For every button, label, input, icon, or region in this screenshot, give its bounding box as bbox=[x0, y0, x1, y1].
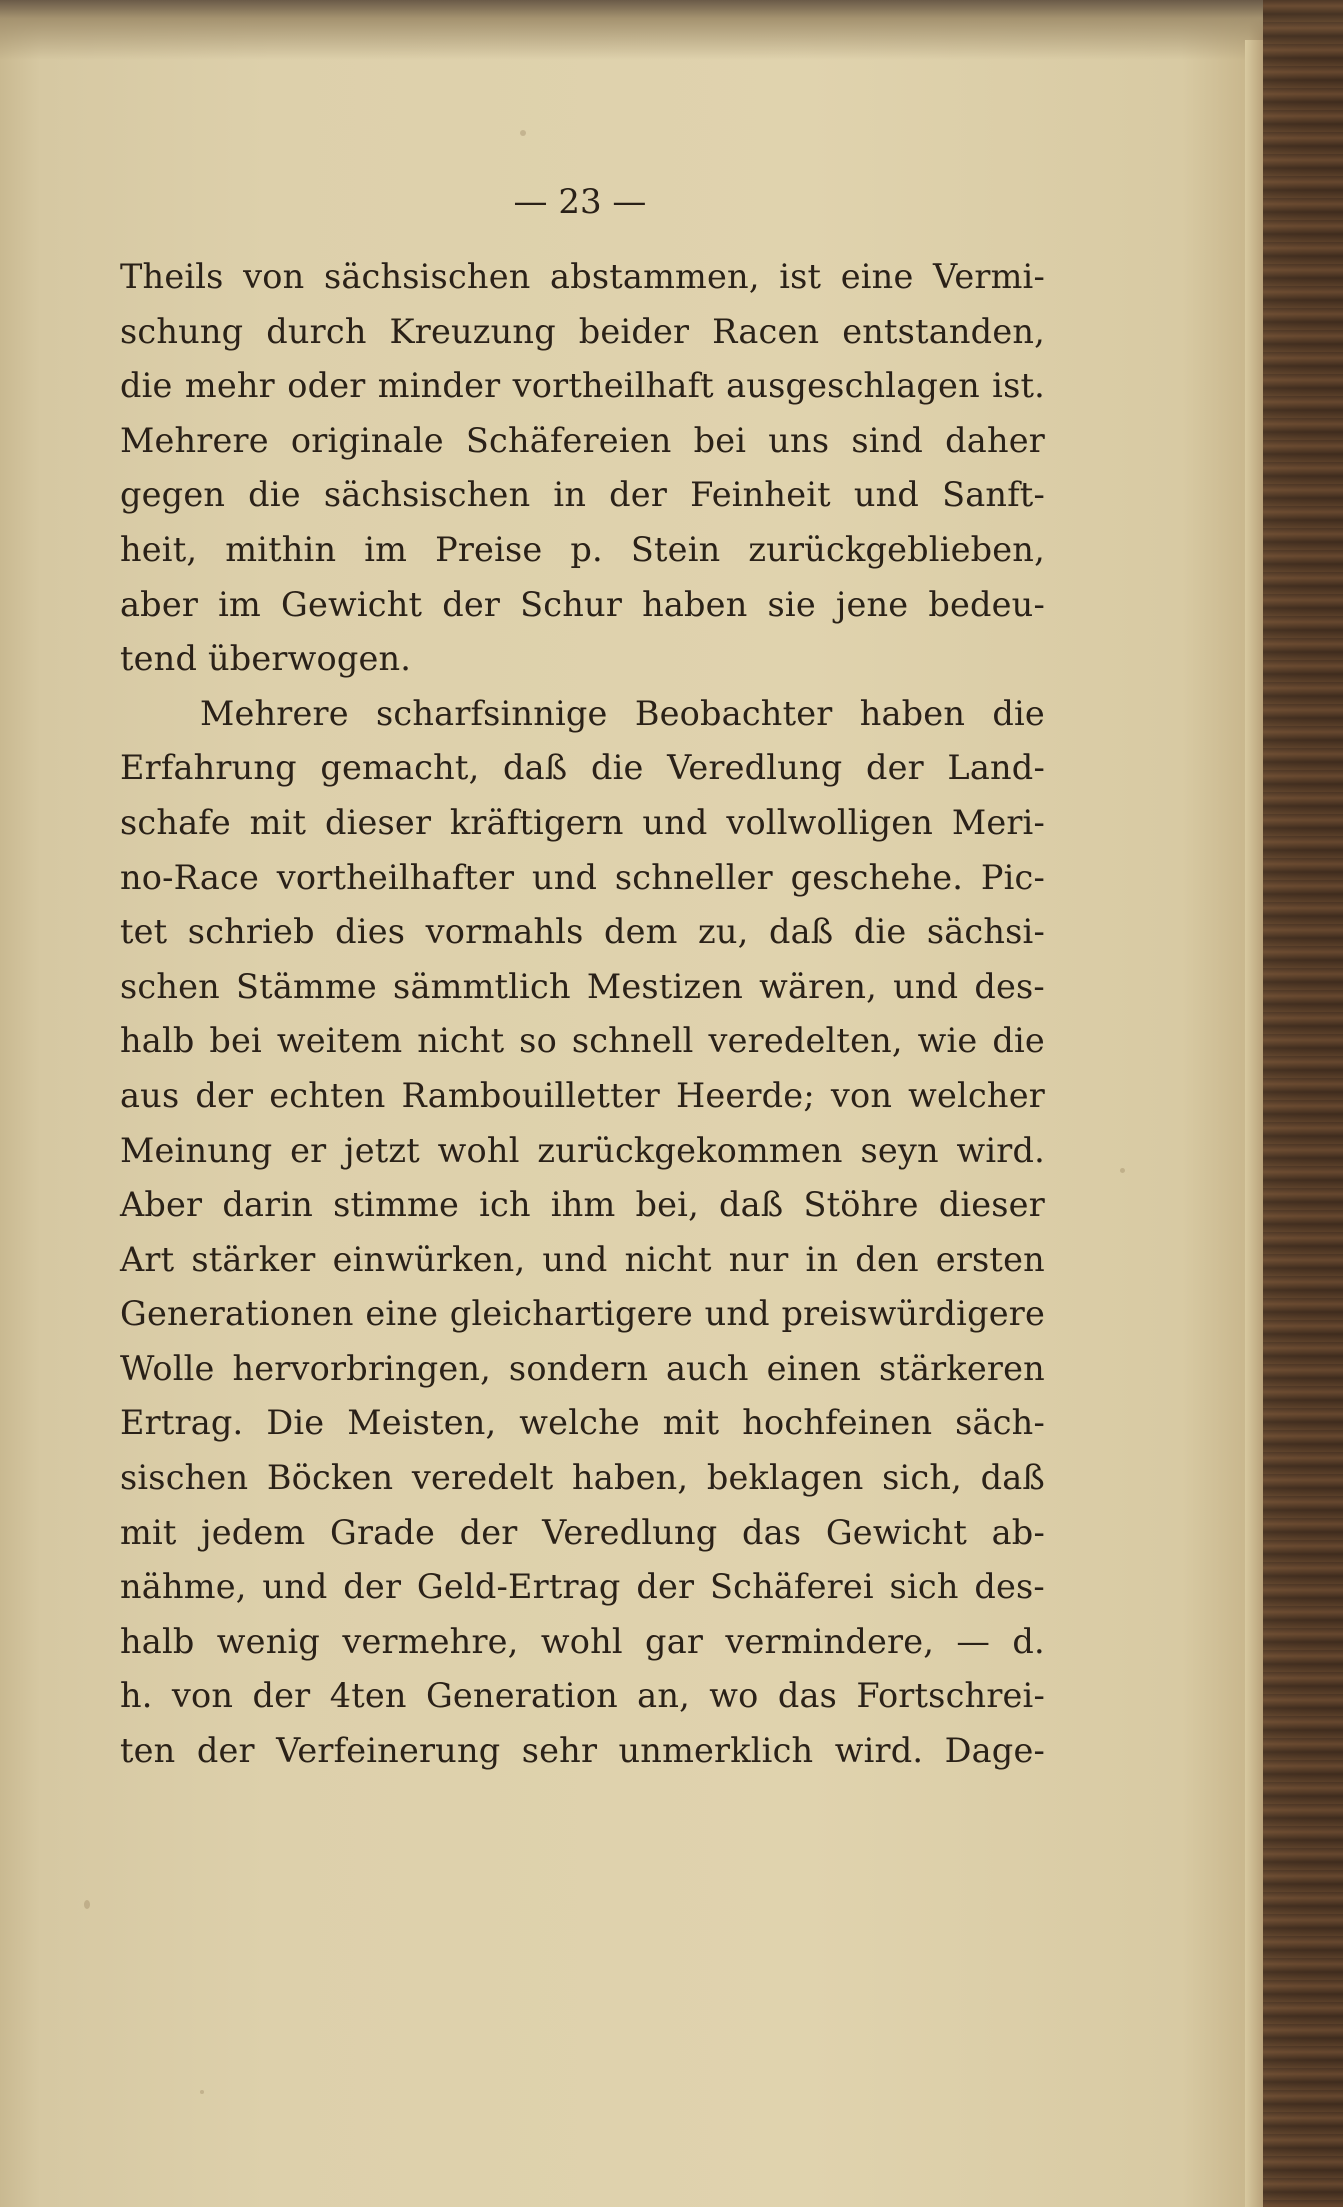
word: jetzt bbox=[344, 1130, 420, 1170]
word: die bbox=[248, 475, 301, 515]
text-line bbox=[120, 578, 1045, 633]
word: sich, bbox=[882, 1458, 963, 1498]
page-top-shadow bbox=[0, 0, 1343, 60]
word: sächsischen bbox=[323, 257, 531, 296]
word: minder bbox=[377, 366, 501, 406]
word: haben bbox=[642, 584, 748, 624]
text-line bbox=[120, 468, 1045, 523]
word: gemacht, bbox=[320, 748, 480, 788]
word: Schur bbox=[520, 584, 623, 624]
text-line bbox=[120, 1669, 1045, 1724]
word: daß bbox=[718, 1185, 784, 1225]
word: der bbox=[609, 475, 668, 515]
word: Generation bbox=[425, 1676, 618, 1716]
text-line bbox=[120, 1124, 1045, 1179]
word: säch- bbox=[955, 1403, 1045, 1443]
word: originale bbox=[290, 420, 444, 460]
word: einwürken, bbox=[332, 1239, 526, 1279]
word: abstammen, bbox=[550, 257, 760, 296]
word: der bbox=[459, 1512, 518, 1552]
word: Theils bbox=[120, 257, 224, 296]
word: bedeu- bbox=[928, 584, 1045, 624]
word: nur bbox=[728, 1239, 789, 1279]
word: vermindere, bbox=[725, 1621, 935, 1661]
word: und bbox=[704, 1294, 770, 1334]
word: 4ten bbox=[329, 1676, 407, 1716]
word: sächsischen bbox=[323, 475, 531, 515]
word: ersten bbox=[935, 1239, 1045, 1279]
word: Mestizen bbox=[586, 966, 744, 1006]
word: dieser bbox=[938, 1185, 1045, 1225]
word: wären, bbox=[759, 966, 878, 1006]
word: mit bbox=[662, 1403, 720, 1443]
word: dieser bbox=[324, 802, 432, 842]
paper-spot bbox=[200, 2090, 204, 2094]
word: vormahls bbox=[425, 912, 584, 952]
word: Fortschrei- bbox=[856, 1676, 1045, 1716]
word: aber bbox=[120, 584, 199, 624]
word: kräftigern bbox=[449, 802, 624, 842]
word: sondern bbox=[508, 1348, 649, 1388]
word: Mehrere bbox=[120, 420, 269, 460]
word: sich bbox=[889, 1567, 959, 1607]
word: dem bbox=[603, 912, 678, 952]
word: und bbox=[642, 802, 708, 842]
word: welcher bbox=[908, 1075, 1045, 1115]
word: zu, bbox=[698, 912, 749, 952]
text-line bbox=[120, 1178, 1045, 1233]
word: bei bbox=[693, 420, 747, 460]
word: die bbox=[853, 912, 907, 952]
word: Beobachter bbox=[634, 693, 833, 733]
word: bei bbox=[209, 1021, 262, 1061]
word: daß bbox=[768, 912, 834, 952]
text-line: tend überwogen. bbox=[120, 639, 412, 679]
word: Ertrag. bbox=[120, 1403, 244, 1443]
word: wenig bbox=[216, 1621, 321, 1661]
word: schung bbox=[120, 311, 244, 351]
word: und bbox=[893, 966, 959, 1006]
word: Meinung bbox=[120, 1130, 273, 1170]
word: wie bbox=[917, 1021, 978, 1061]
word: geschehe. bbox=[790, 857, 964, 897]
word: haben bbox=[859, 693, 966, 733]
text-line bbox=[120, 1451, 1045, 1506]
word: sie bbox=[767, 584, 816, 624]
word: gegen bbox=[120, 475, 226, 515]
word: ten bbox=[120, 1731, 176, 1771]
word: halb bbox=[120, 1021, 195, 1061]
word: veredelten, bbox=[708, 1021, 903, 1061]
text-line bbox=[120, 1014, 1045, 1069]
word: er bbox=[290, 1130, 327, 1170]
word: durch bbox=[266, 311, 367, 351]
word: der bbox=[195, 1075, 254, 1115]
text-line bbox=[120, 305, 1045, 360]
word: preiswürdigere bbox=[781, 1294, 1045, 1334]
word: Land- bbox=[947, 748, 1045, 788]
word: schen bbox=[120, 966, 220, 1006]
word: dies bbox=[335, 912, 406, 952]
word: in bbox=[553, 475, 587, 515]
word: oder bbox=[287, 366, 366, 406]
word: h. bbox=[120, 1676, 153, 1716]
word: schnell bbox=[571, 1021, 694, 1061]
word: Preise bbox=[435, 529, 543, 569]
word: so bbox=[519, 1021, 557, 1061]
word: p. bbox=[570, 529, 603, 569]
word: daher bbox=[945, 420, 1045, 460]
paper-spot bbox=[1120, 1168, 1125, 1173]
word: sind bbox=[851, 420, 924, 460]
word: daß bbox=[980, 1458, 1045, 1498]
word: Verfeinerung bbox=[276, 1731, 501, 1771]
word: Heerde; bbox=[675, 1075, 815, 1115]
word: Veredlung bbox=[667, 748, 843, 788]
word: gar bbox=[645, 1621, 704, 1661]
word: zurückgekommen bbox=[537, 1130, 843, 1170]
word: Veredlung bbox=[542, 1512, 718, 1552]
word: von bbox=[171, 1676, 234, 1716]
word: — bbox=[956, 1621, 991, 1661]
word: im bbox=[218, 584, 261, 624]
word: Wolle bbox=[120, 1348, 215, 1388]
word: Böcken bbox=[266, 1458, 394, 1498]
word: seyn bbox=[860, 1130, 939, 1170]
word: in bbox=[805, 1239, 839, 1279]
text-line bbox=[120, 1506, 1045, 1561]
word: Mehrere bbox=[200, 693, 349, 733]
text-line bbox=[120, 1342, 1045, 1397]
word: wohl bbox=[437, 1130, 520, 1170]
word: mithin bbox=[225, 529, 337, 569]
word: die bbox=[992, 693, 1045, 733]
text-line bbox=[120, 1724, 1045, 1779]
word: des- bbox=[974, 966, 1045, 1006]
word: der bbox=[442, 584, 501, 624]
text-line bbox=[120, 1287, 1045, 1342]
word: halb bbox=[120, 1621, 195, 1661]
word: hervorbringen, bbox=[232, 1348, 492, 1388]
word: Generationen bbox=[120, 1294, 354, 1334]
word: Kreuzung bbox=[389, 311, 556, 351]
word: uns bbox=[768, 420, 830, 460]
text-line bbox=[120, 1069, 1045, 1124]
word: daß bbox=[502, 748, 568, 788]
text-line bbox=[120, 1396, 1045, 1451]
word: entstanden, bbox=[842, 311, 1045, 351]
book-binding bbox=[1263, 0, 1343, 2207]
word: der bbox=[196, 1731, 255, 1771]
text-line bbox=[120, 741, 1045, 796]
text-line bbox=[120, 1560, 1045, 1615]
word: ausgeschlagen bbox=[726, 366, 980, 406]
word: Rambouilletter bbox=[401, 1075, 660, 1115]
word: an, bbox=[637, 1676, 690, 1716]
word: der bbox=[343, 1567, 402, 1607]
word: Art bbox=[120, 1239, 175, 1279]
word: schneller bbox=[614, 857, 773, 897]
word: und bbox=[531, 857, 598, 897]
word: Gewicht bbox=[281, 584, 423, 624]
paper-spot bbox=[520, 130, 526, 136]
word: nicht bbox=[624, 1239, 712, 1279]
word: welche bbox=[519, 1403, 640, 1443]
word: aus bbox=[120, 1075, 180, 1115]
text-line bbox=[120, 359, 1045, 414]
word: zurückgeblieben, bbox=[748, 529, 1045, 569]
word: hochfeinen bbox=[742, 1403, 933, 1443]
word: ist. bbox=[992, 366, 1045, 406]
text-line bbox=[120, 796, 1045, 851]
word: weitem bbox=[276, 1021, 403, 1061]
word: wo bbox=[709, 1676, 759, 1716]
word: die bbox=[992, 1021, 1045, 1061]
word: das bbox=[742, 1512, 802, 1552]
word: von bbox=[243, 257, 305, 296]
word: scharfsinnige bbox=[376, 693, 608, 733]
word: unmerklich bbox=[618, 1731, 814, 1771]
word: Schäfereien bbox=[465, 420, 672, 460]
word: die bbox=[120, 366, 173, 406]
body-text bbox=[120, 250, 1045, 1779]
word: mit bbox=[120, 1512, 177, 1552]
word: gleichartigere bbox=[449, 1294, 693, 1334]
word: ihm bbox=[550, 1185, 616, 1225]
word: vortheilhaft bbox=[512, 366, 714, 406]
paper-spot bbox=[84, 1900, 90, 1909]
word: vollwolligen bbox=[726, 802, 934, 842]
text-line bbox=[120, 851, 1045, 906]
text-line bbox=[120, 1233, 1045, 1288]
word: schafe bbox=[120, 802, 231, 842]
word: und bbox=[853, 475, 920, 515]
word: Feinheit bbox=[690, 475, 831, 515]
word: Grade bbox=[329, 1512, 436, 1552]
word: der bbox=[252, 1676, 311, 1716]
text-line bbox=[120, 687, 1045, 742]
text-line bbox=[120, 250, 1045, 305]
word: Dage- bbox=[944, 1731, 1045, 1771]
text-line bbox=[120, 960, 1045, 1015]
word: beklagen bbox=[706, 1458, 864, 1498]
word: den bbox=[855, 1239, 919, 1279]
word: Gewicht bbox=[825, 1512, 968, 1552]
word: Vermi- bbox=[933, 257, 1045, 296]
word: vermehre, bbox=[342, 1621, 519, 1661]
word: no-Race bbox=[120, 857, 260, 897]
word: Meri- bbox=[951, 802, 1045, 842]
word: Stöhre bbox=[803, 1185, 919, 1225]
text-line bbox=[120, 1615, 1045, 1670]
word: bei, bbox=[635, 1185, 699, 1225]
word: nicht bbox=[417, 1021, 505, 1061]
word: schrieb bbox=[187, 912, 315, 952]
word: Pic- bbox=[980, 857, 1045, 897]
word: mit bbox=[249, 802, 307, 842]
word: und bbox=[542, 1239, 608, 1279]
page-edge bbox=[1245, 40, 1263, 2207]
word: Sanft- bbox=[942, 475, 1045, 515]
word: sischen bbox=[120, 1458, 249, 1498]
word: wohl bbox=[540, 1621, 623, 1661]
word: die bbox=[590, 748, 644, 788]
word: sächsi- bbox=[926, 912, 1045, 952]
word: eine bbox=[840, 257, 914, 296]
word: wird. bbox=[834, 1731, 924, 1771]
word: beider bbox=[578, 311, 690, 351]
word: wird. bbox=[956, 1130, 1045, 1170]
text-line bbox=[120, 905, 1045, 960]
word: eine bbox=[365, 1294, 439, 1334]
word: ab- bbox=[991, 1512, 1045, 1552]
word: veredelt bbox=[411, 1458, 554, 1498]
word: im bbox=[364, 529, 408, 569]
word: haben, bbox=[572, 1458, 689, 1498]
word: das bbox=[777, 1676, 838, 1716]
word: jedem bbox=[201, 1512, 306, 1552]
word: sehr bbox=[521, 1731, 598, 1771]
word: Erfahrung bbox=[120, 748, 297, 788]
word: Meisten, bbox=[347, 1403, 497, 1443]
word: Aber bbox=[120, 1185, 203, 1225]
word: d. bbox=[1012, 1621, 1045, 1661]
word: auch bbox=[666, 1348, 749, 1388]
word: sämmtlich bbox=[393, 966, 571, 1006]
word: einen bbox=[766, 1348, 862, 1388]
word: Die bbox=[266, 1403, 325, 1443]
text-line bbox=[120, 414, 1045, 469]
text-line bbox=[120, 523, 1045, 578]
word: jene bbox=[835, 584, 909, 624]
word: Geld-Ertrag bbox=[416, 1567, 621, 1607]
word: vortheilhafter bbox=[276, 857, 515, 897]
word: ist bbox=[779, 257, 822, 296]
word: und bbox=[262, 1567, 328, 1607]
word: nähme, bbox=[120, 1567, 247, 1607]
page-number-header: — 23 — bbox=[513, 182, 647, 222]
word: stärkeren bbox=[878, 1348, 1045, 1388]
word: der bbox=[636, 1567, 695, 1607]
word: Racen bbox=[712, 311, 820, 351]
word: ich bbox=[479, 1185, 531, 1225]
word: Stein bbox=[630, 529, 721, 569]
word: des- bbox=[974, 1567, 1045, 1607]
word: Schäferei bbox=[709, 1567, 874, 1607]
word: stärker bbox=[191, 1239, 316, 1279]
word: darin bbox=[222, 1185, 314, 1225]
word: von bbox=[830, 1075, 893, 1115]
word: tet bbox=[120, 912, 168, 952]
word: der bbox=[865, 748, 924, 788]
word: echten bbox=[269, 1075, 386, 1115]
word: Stämme bbox=[236, 966, 377, 1006]
word: mehr bbox=[184, 366, 275, 406]
word: stimme bbox=[333, 1185, 460, 1225]
word: heit, bbox=[120, 529, 198, 569]
